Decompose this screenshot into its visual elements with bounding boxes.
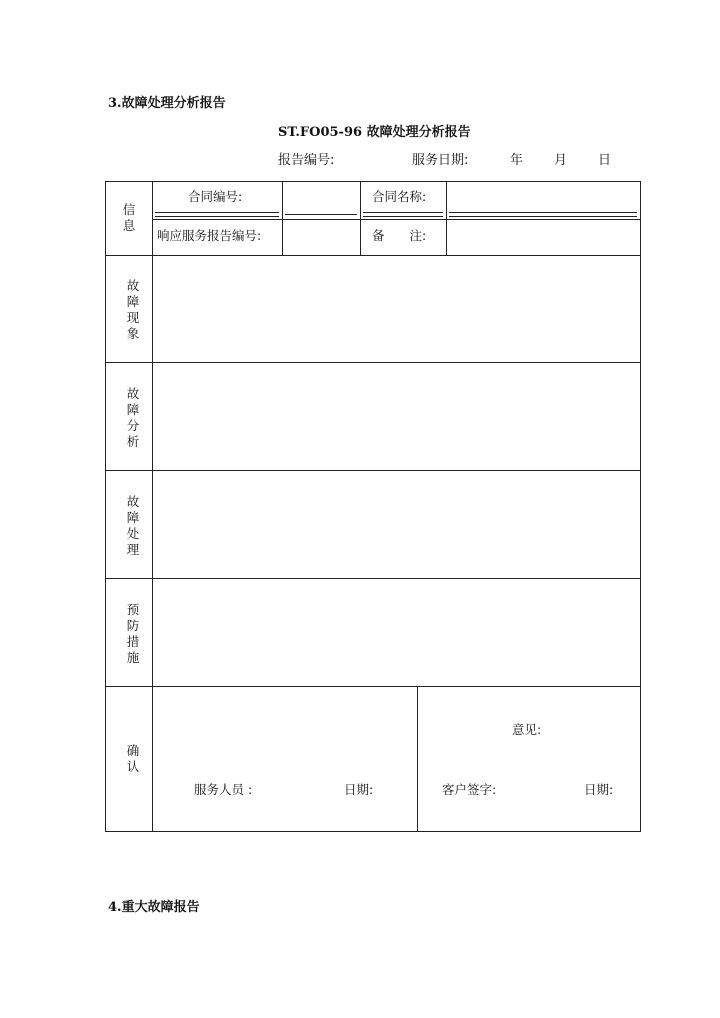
date-label-right: 日期: [584,782,614,797]
section-4-heading: 4.重大故障报告 [108,900,200,915]
date-label-left: 日期: [344,782,374,797]
info-label: 信息 [122,202,136,233]
fault-handling-label: 故障处理 [126,494,140,557]
fault-symptom-label: 故障现象 [126,278,140,341]
service-date-label: 服务日期: [412,153,469,168]
year-label: 年 [510,153,524,168]
section-3-heading: 3.故障处理分析报告 [108,96,226,111]
report-no-label: 报告编号: [278,153,335,168]
month-label: 月 [554,153,568,168]
service-staff-label: 服务人员 : [194,782,253,797]
form-title: ST.FO05-96 故障处理分析报告 [278,125,471,140]
fault-analysis-label: 故障分析 [126,386,140,449]
customer-sign-label: 客户签字: [442,782,497,797]
contract-no-label: 合同编号: [188,189,243,204]
prevention-label: 预防措施 [126,602,140,665]
contract-name-label: 合同名称: [372,189,427,204]
response-report-no-label: 响应服务报告编号: [157,228,262,243]
confirm-label: 确认 [126,743,140,774]
day-label: 日 [598,153,612,168]
remark-label: 备 注: [372,228,427,243]
opinion-label: 意见: [512,722,542,737]
